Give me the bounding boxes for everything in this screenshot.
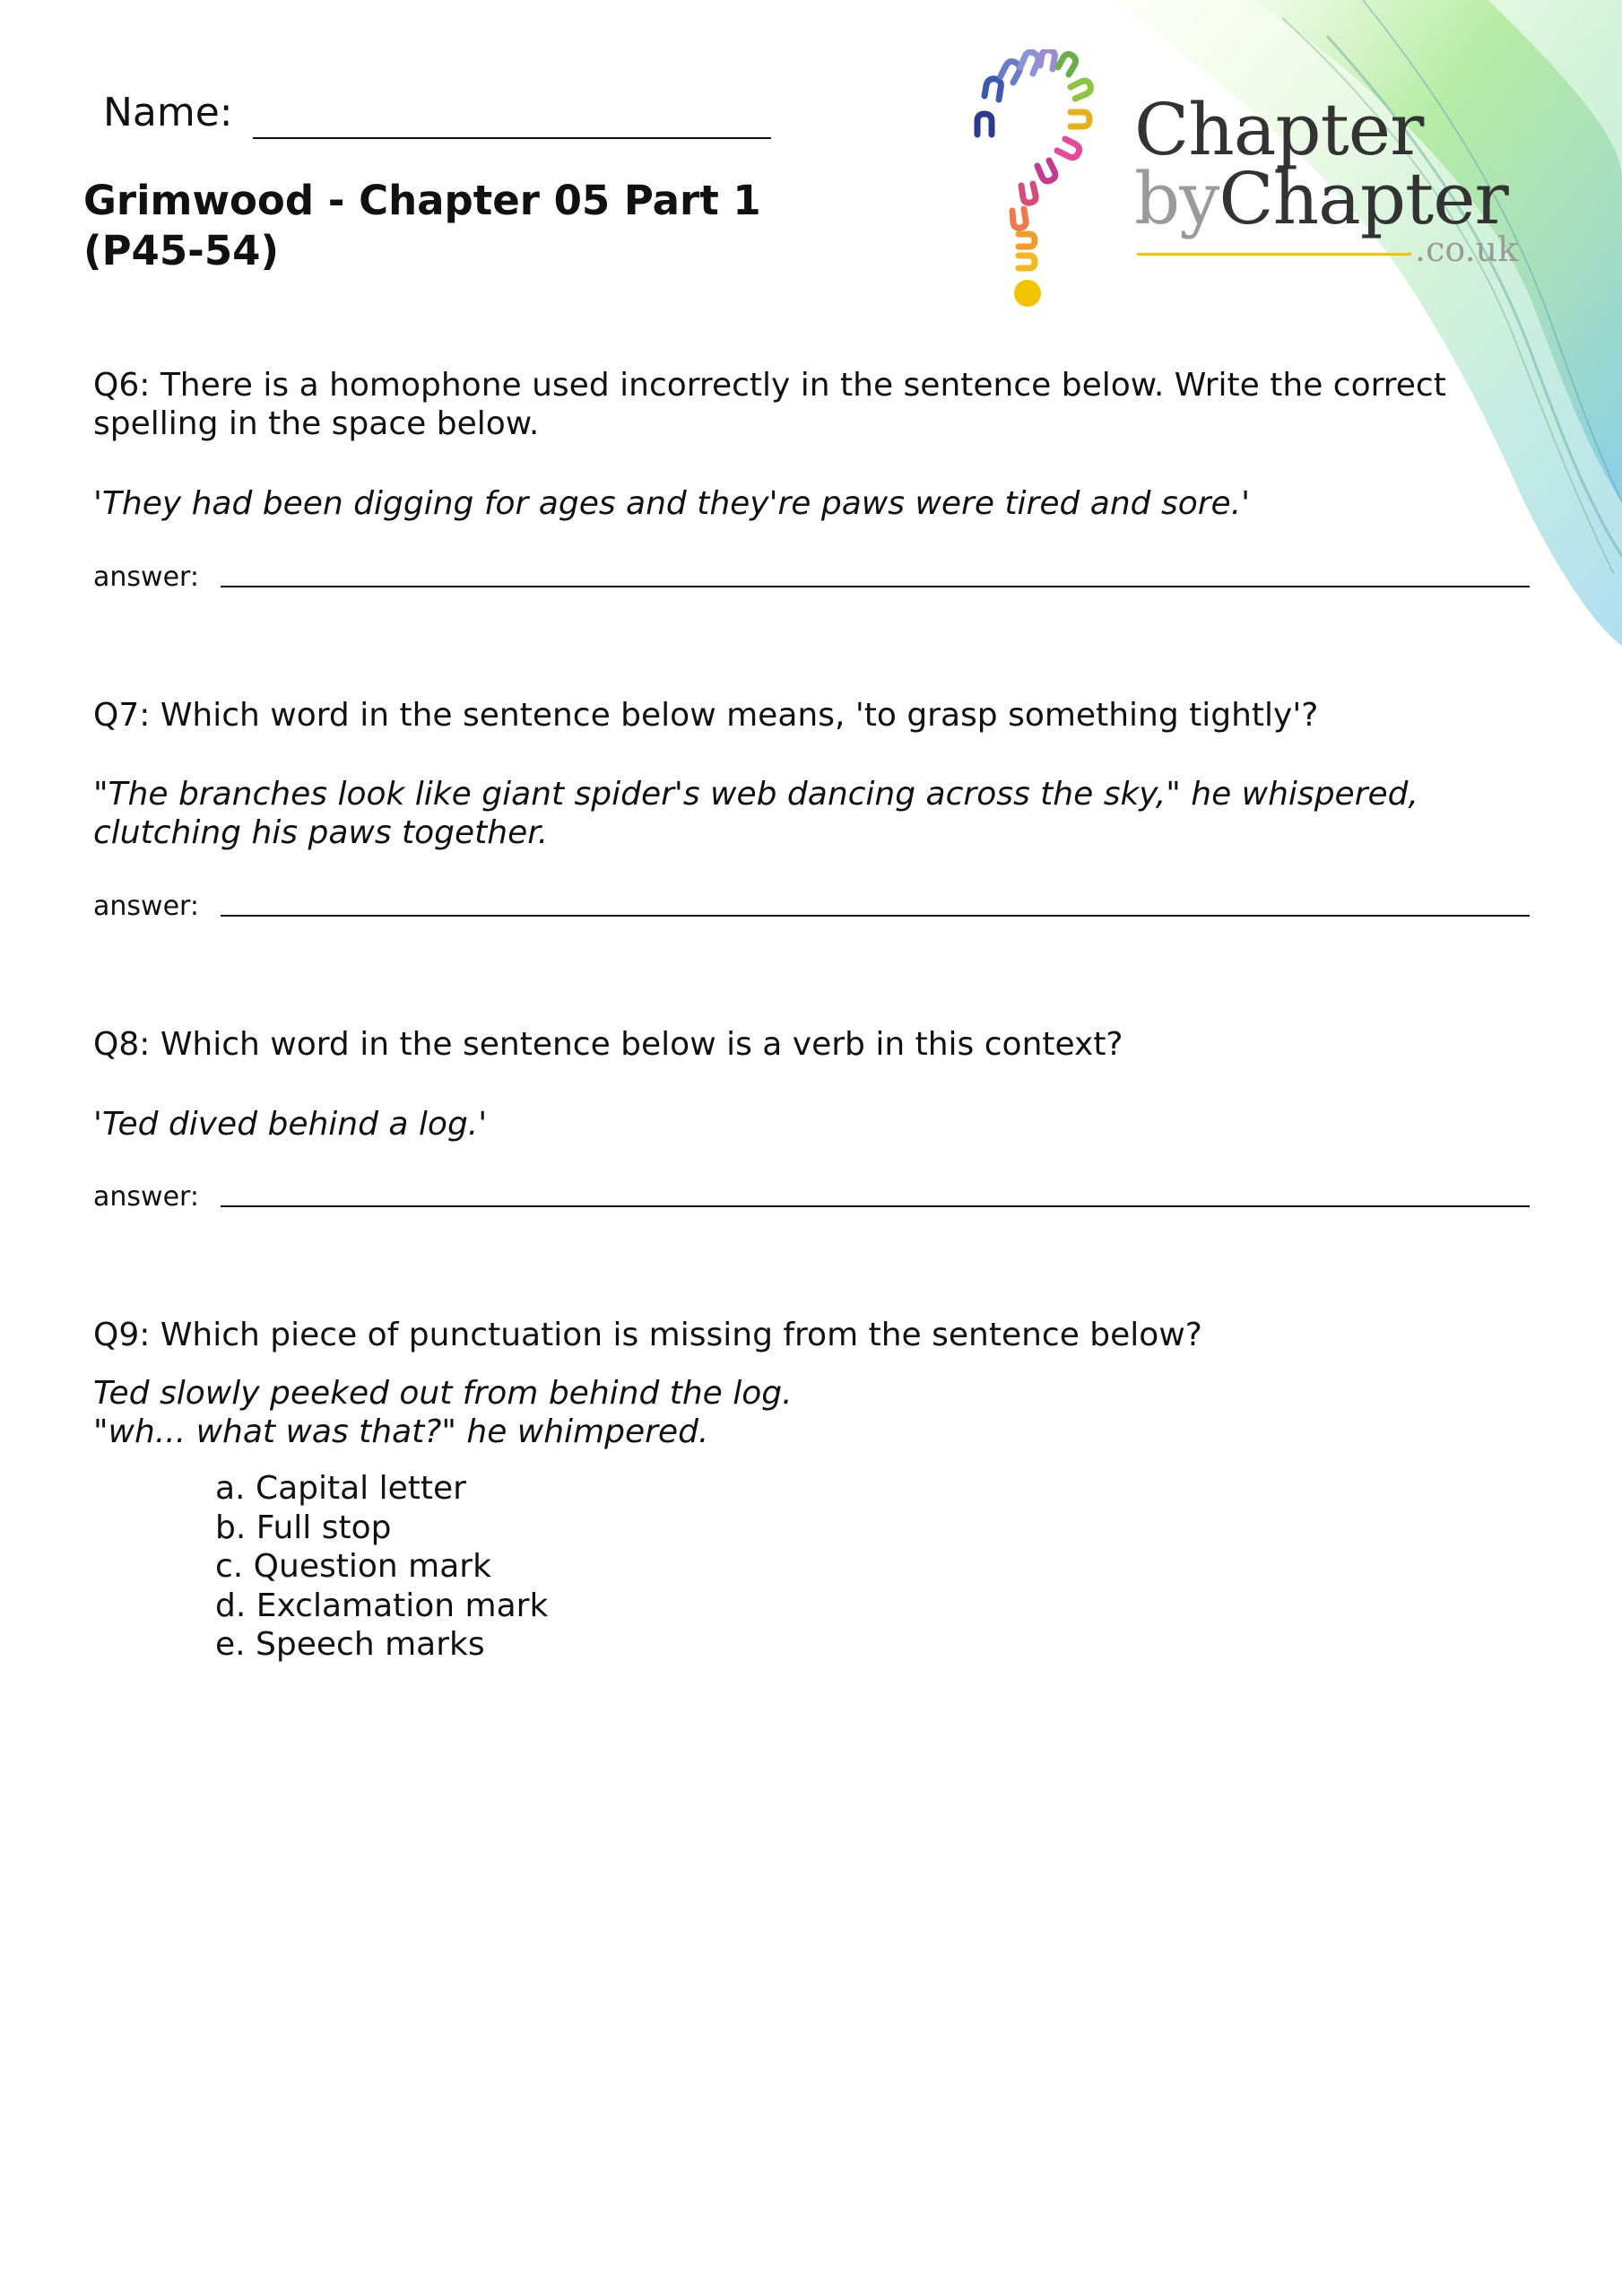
question-mark-books-icon [968, 49, 1121, 309]
question-8-prompt: Q8: Which word in the sentence below is a verb in this context? [93, 1026, 1123, 1063]
question-7-quote-line-2: clutching his paws together. [93, 814, 549, 851]
question-6-answer-label: answer: [93, 561, 199, 593]
option-c[interactable]: c. Question mark [215, 1548, 491, 1585]
question-7-quote [93, 775, 1418, 852]
question-6-answer-line[interactable] [221, 586, 1530, 587]
name-input-line[interactable] [253, 137, 771, 139]
logo-word-by: by [1134, 157, 1219, 240]
question-8-answer-line[interactable] [221, 1205, 1530, 1207]
logo-word-chapter: Chapter [1134, 88, 1424, 171]
option-a[interactable]: a. Capital letter [215, 1470, 466, 1507]
question-7-quote-line-1: "The branches look like giant spider's web dancing across the sky," he whispered, [93, 776, 1418, 813]
question-6-line-2: spelling in the space below. [93, 405, 540, 442]
question-9-prompt: Q9: Which piece of punctuation is missing from the sentence below? [93, 1317, 1202, 1353]
question-6-quote: 'They had been digging for ages and they're paws were tired and sore.' [93, 485, 1251, 522]
question-7-prompt: Q7: Which word in the sentence below means, 'to grasp something tightly'? [93, 697, 1319, 734]
logo-word-bychapter [1134, 157, 1508, 240]
logo-word-chapter-2: Chapter [1219, 157, 1508, 240]
question-6-prompt [93, 366, 1446, 443]
question-9-quote-line-1: Ted slowly peeked out from behind the log. [93, 1375, 793, 1412]
question-9-quote [93, 1374, 793, 1451]
name-label: Name: [103, 90, 233, 135]
question-6-line-1: Q6: There is a homophone used incorrectly in the sentence below. Write the correct [93, 367, 1446, 404]
logo-underline [1137, 253, 1411, 256]
option-e[interactable]: e. Speech marks [215, 1626, 485, 1663]
question-7-answer-line[interactable] [221, 915, 1530, 917]
question-8-quote: 'Ted dived behind a log.' [93, 1106, 488, 1143]
question-9-quote-line-2: "wh... what was that?" he whimpered. [93, 1413, 709, 1450]
option-d[interactable]: d. Exclamation mark [215, 1587, 549, 1624]
question-8-answer-label: answer: [93, 1181, 199, 1213]
question-7-answer-label: answer: [93, 891, 199, 922]
title-line-2: (P45-54) [83, 227, 280, 274]
logo-domain: .co.uk [1415, 230, 1519, 269]
worksheet-title [83, 176, 761, 276]
title-line-1: Grimwood - Chapter 05 Part 1 [83, 177, 761, 224]
option-b[interactable]: b. Full stop [215, 1509, 392, 1546]
question-9-options [215, 1469, 548, 1665]
